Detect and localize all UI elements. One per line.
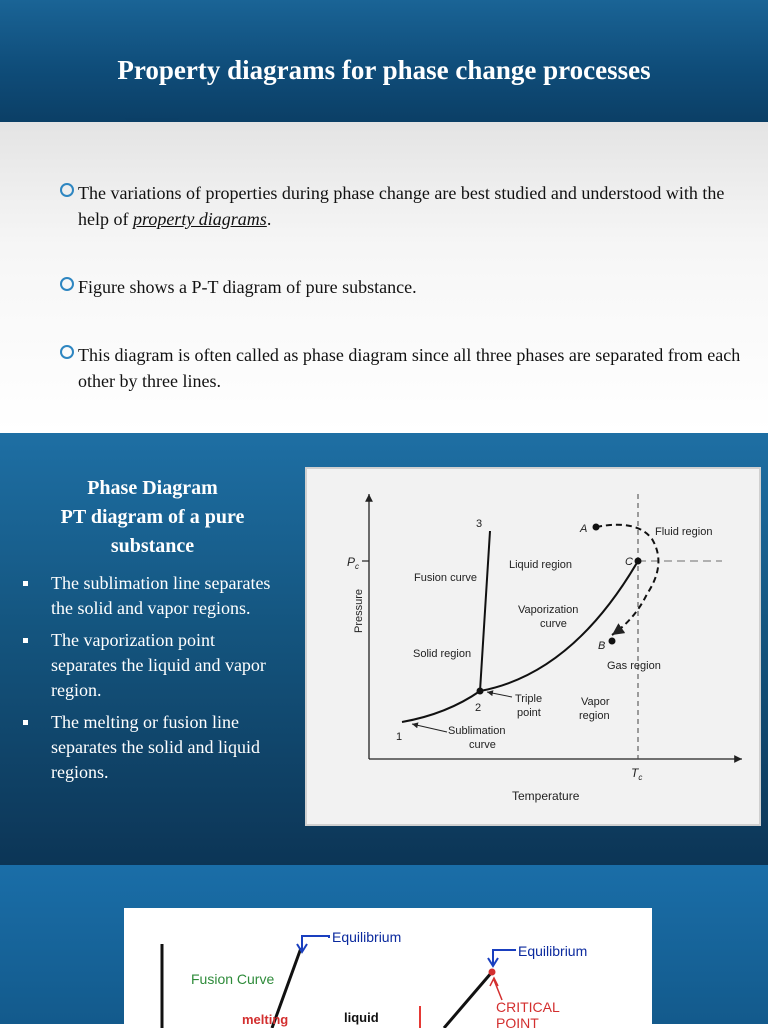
label-2: 2 (475, 702, 482, 714)
pt-diagram-figure (305, 467, 761, 826)
axis-y-label: Pressure (353, 588, 365, 633)
fluid-region-label: Fluid region (655, 526, 713, 538)
triple-pointer (487, 692, 512, 697)
critical-point-dot (635, 558, 642, 565)
vapor-region-label: region (579, 710, 610, 722)
square-bullet-icon (23, 720, 28, 725)
bullet-text: This diagram is often called as phase diagram since all three phases are separated from each other by three lines. (78, 345, 741, 391)
label-1: 1 (396, 731, 403, 743)
title-line: PT diagram of a pure (60, 506, 245, 528)
phase-bullets (22, 571, 282, 792)
axis-x-label: Temperature (512, 789, 580, 803)
sublimation-curve-label: curve (469, 739, 496, 751)
gas-region-label: Gas region (607, 660, 661, 672)
page-title: Property diagrams for phase change processes (117, 55, 651, 85)
point-label: POINT (496, 1015, 539, 1028)
equilibrium-label-left: Equilibrium (332, 929, 402, 945)
bullet-text: The melting or fusion line separates the solid and liquid regions. (51, 712, 260, 782)
circle-bullet-icon (60, 345, 74, 359)
list-item (22, 571, 282, 621)
equilibrium-diagram (124, 908, 652, 1028)
fusion-curve-label: Fusion Curve (191, 971, 275, 987)
critical-pointer (494, 980, 502, 1000)
label-b: B (598, 640, 606, 652)
vaporization-curve-label: curve (540, 618, 567, 630)
fusion-curve (480, 531, 490, 691)
sublimation-pointer (412, 724, 447, 732)
bullet-text-end: . (266, 209, 272, 229)
circle-bullet-icon (60, 183, 74, 197)
slide-intro (0, 122, 768, 433)
fusion-curve-label: Fusion curve (414, 572, 477, 584)
bullet-item (60, 180, 750, 232)
bullet-item (60, 342, 750, 394)
square-bullet-icon (23, 581, 28, 586)
list-item (22, 628, 282, 703)
triple-point-dot (477, 688, 484, 695)
sublimation-curve (402, 691, 480, 722)
critical-label: CRITICAL (496, 999, 560, 1015)
vapor-label: Vapor (581, 696, 610, 708)
solid-region-label: Solid region (413, 648, 472, 660)
slide-phase-diagram (0, 433, 768, 865)
bullet-emphasis: property diagrams (132, 209, 267, 229)
circle-bullet-icon (60, 277, 74, 291)
equilibrium-arrow-left (302, 936, 329, 950)
tc-label: $T_c$ (631, 766, 643, 782)
critical-point-dot (489, 969, 496, 976)
point-a-dot (593, 524, 600, 531)
bullet-text: The sublimation line separates the solid and vapor regions. (51, 573, 271, 618)
list-item (22, 710, 282, 785)
title-line: substance (110, 535, 195, 557)
point-b-dot (609, 638, 616, 645)
pt-diagram (307, 469, 759, 824)
sublimation-label: Sublimation (448, 725, 506, 737)
bullet-text: Figure shows a P-T diagram of pure substance. (78, 277, 417, 297)
vaporization-label: Vaporization (518, 604, 579, 616)
slide-equilibrium (0, 865, 768, 1028)
liquid-region-label: Liquid region (509, 559, 572, 571)
label-3: 3 (476, 518, 483, 530)
equilibrium-label-right: Equilibrium (518, 943, 588, 959)
bullet-item (60, 274, 750, 300)
triple-label: Triple (515, 693, 543, 705)
label-a: A (580, 523, 588, 535)
vaporization-line (444, 972, 492, 1028)
triple-point-label: point (517, 707, 541, 719)
bullet-text: The vaporization point separates the liquid and vapor region. (51, 630, 266, 700)
title-bar (0, 0, 768, 122)
bullet-text: The variations of properties during phase change are best studied and understood with the help of (78, 183, 725, 229)
pc-label: $P_c$ (347, 555, 360, 571)
equilibrium-figure (124, 908, 652, 1028)
title-line: Phase Diagram (87, 477, 218, 499)
melting-label: melting (242, 1012, 289, 1027)
phase-diagram-title (25, 474, 280, 561)
liquid-label: liquid (344, 1010, 379, 1025)
square-bullet-icon (23, 638, 28, 643)
label-c: C (625, 556, 633, 568)
